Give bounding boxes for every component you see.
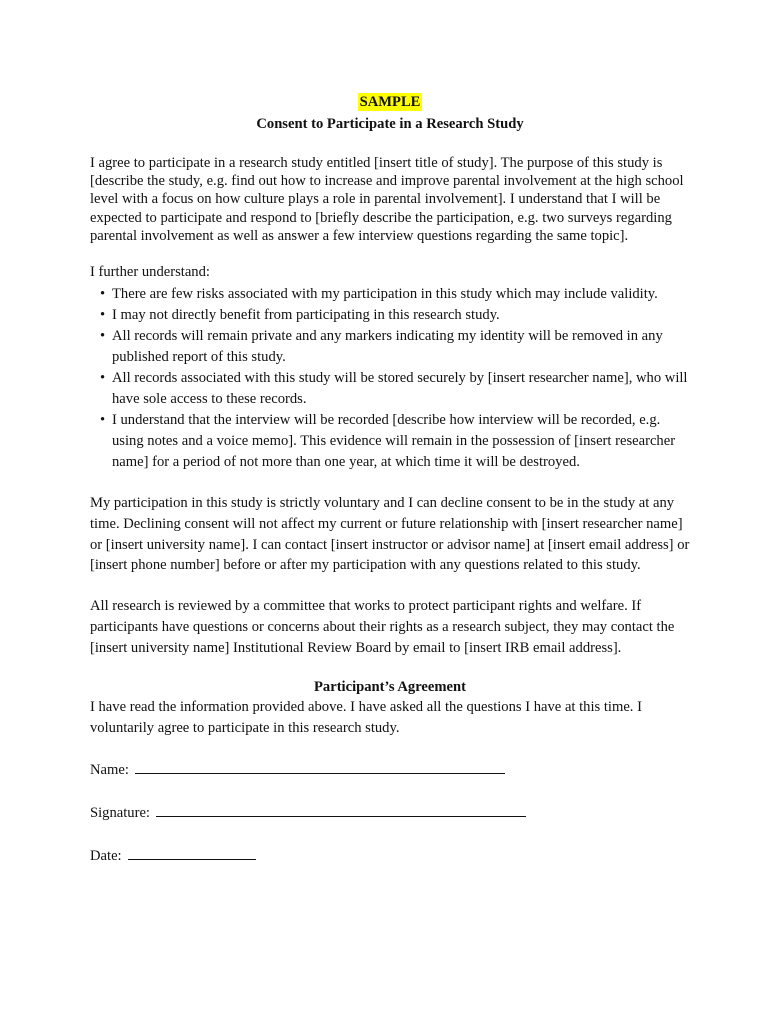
name-signature-line[interactable] [135, 759, 505, 774]
name-field [90, 759, 690, 780]
signature-line[interactable] [156, 802, 526, 817]
list-item [90, 284, 690, 305]
sample-label: SAMPLE [359, 94, 421, 110]
list-item [90, 368, 690, 410]
document-title: Consent to Participate in a Research Study [256, 116, 524, 132]
intro-paragraph: I agree to participate in a research study entitled [insert title of study]. The purpose of this study is [describe the study, e.g. find out how to increase and improve parental involvement at the high school level with a focus on how culture plays a role in parental involvement]. I understand that I will be expected to participate and respond to [briefly describe the participation, e.g. two surveys regarding parental involvement as well as answer a few interview questions regarding the same topic]. [90, 155, 684, 244]
review-paragraph: All research is reviewed by a committee that works to protect participant rights and welfare. If participants have questions or concerns about their rights as a research subject, they may contact the [insert university name] Institutional Review Board by email to [insert IRB email address]. [90, 598, 675, 657]
bullet-icon: • [100, 412, 106, 429]
bullet-icon: • [100, 286, 106, 303]
voluntary-paragraph: My participation in this study is strictly voluntary and I can decline consent to be in the study at any time. Declining consent will not affect my current or future relationship with [insert researcher name] or [insert university name]. I can contact [insert instructor or advisor name] at [insert email address] or [insert phone number] before or after my participation with any questions related to this study. [90, 495, 690, 574]
consent-document [90, 92, 690, 866]
list-item-text: I understand that the interview will be recorded [describe how interview will be recorded, e.g. using notes and a voice memo]. This evidence will remain in the possession of [insert researcher name] for a period of not more than one year, at which time it will be destroyed. [112, 412, 676, 471]
date-line[interactable] [128, 845, 256, 860]
signature-field [90, 802, 690, 823]
bullet-icon: • [100, 307, 106, 324]
name-label: Name: [90, 762, 129, 779]
agreement-paragraph: I have read the information provided above. I have asked all the questions I have at this time. I voluntarily agree to participate in this research study. [90, 699, 642, 737]
list-item-text: I may not directly benefit from participating in this research study. [112, 307, 500, 324]
list-item-text: All records associated with this study will be stored securely by [insert researcher name], who will have sole access to these records. [112, 370, 688, 408]
list-item-text: All records will remain private and any markers indicating my identity will be removed in any published report of this study. [112, 328, 663, 366]
agreement-heading: Participant’s Agreement [314, 679, 466, 696]
understanding-list [90, 284, 690, 473]
further-understand-label: I further understand: [90, 264, 210, 281]
date-field [90, 845, 690, 866]
list-item [90, 326, 690, 368]
date-label: Date: [90, 848, 122, 865]
sample-header [90, 92, 690, 112]
list-item-text: There are few risks associated with my participation in this study which may include validity. [112, 286, 658, 303]
bullet-icon: • [100, 328, 106, 345]
list-item [90, 305, 690, 326]
signature-label: Signature: [90, 805, 150, 822]
list-item [90, 410, 690, 473]
bullet-icon: • [100, 370, 106, 387]
